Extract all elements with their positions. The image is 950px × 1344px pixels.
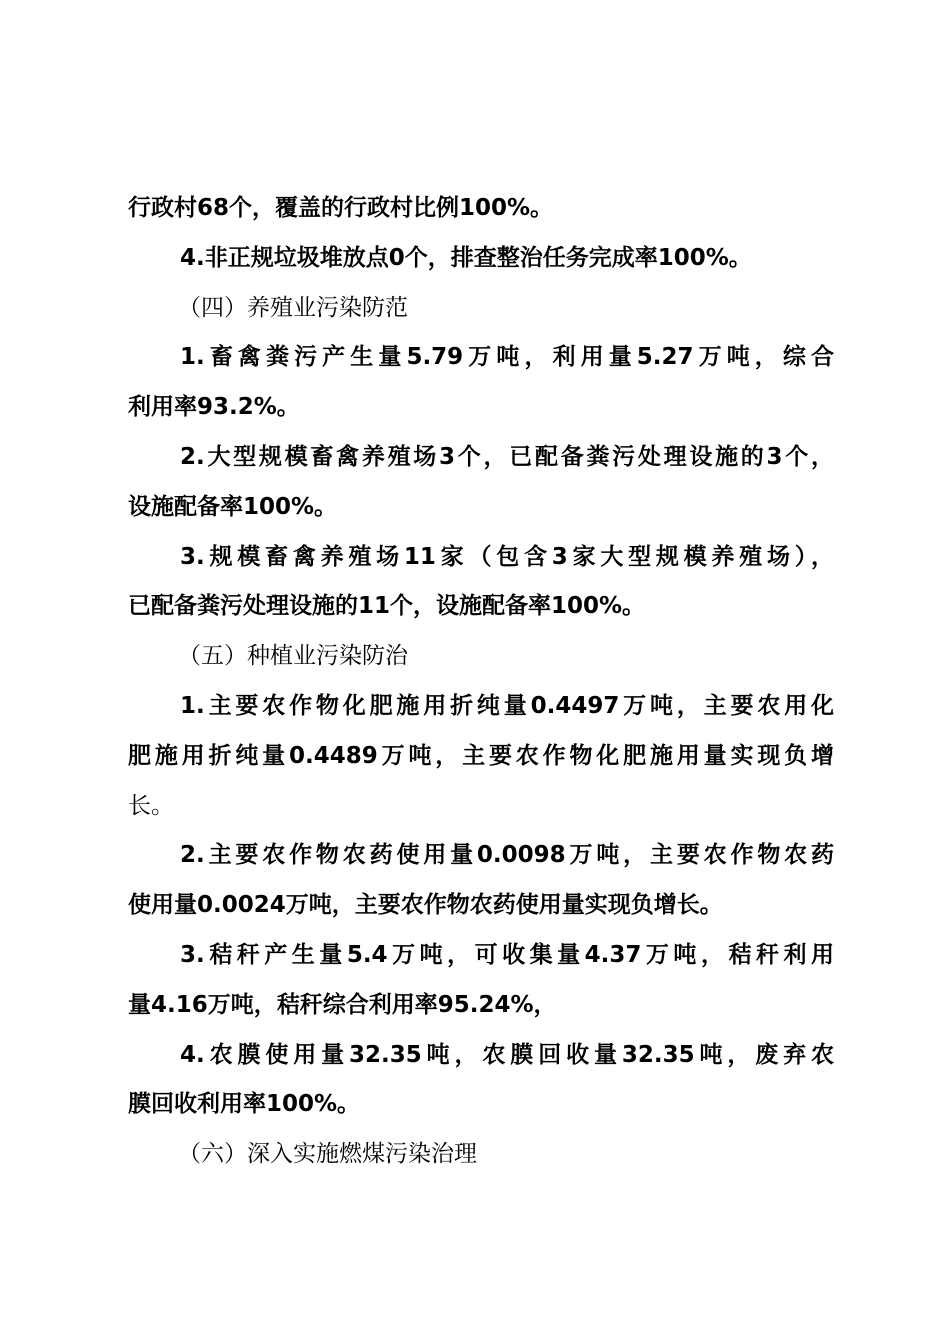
item-manure-production-cont: 利用率93.2%。 bbox=[128, 394, 300, 421]
item-agri-film-cont: 膜回收利用率100%。 bbox=[128, 1091, 361, 1118]
paragraph-line-continuation: 行政村68个，覆盖的行政村比例100%。 bbox=[128, 195, 554, 221]
item-straw: 3.秸秆产生量5.4万吨，可收集量4.37万吨，秸秆利用 bbox=[180, 941, 834, 968]
item-manure-production: 1.畜禽粪污产生量5.79万吨，利用量5.27万吨，综合 bbox=[180, 344, 834, 371]
document-body bbox=[128, 184, 834, 1180]
item-fertilizer-cont: 肥施用折纯量0.4489万吨，主要农作物化肥施用量实现负增 bbox=[128, 742, 834, 769]
item-scale-farms: 3.规模畜禽养殖场11家（包含3家大型规模养殖场）， bbox=[180, 543, 834, 570]
item-pesticide-cont: 使用量0.0024万吨，主要农作物农药使用量实现负增长。 bbox=[128, 892, 723, 919]
item-large-farms: 2.大型规模畜禽养殖场3个，已配备粪污处理设施的3个， bbox=[180, 443, 834, 470]
item-fertilizer: 1.主要农作物化肥施用折纯量0.4497万吨，主要农用化 bbox=[180, 692, 834, 719]
section-heading-coal: （六）深入实施燃煤污染治理 bbox=[178, 1141, 477, 1168]
item-large-farms-cont: 设施配备率100%。 bbox=[128, 493, 338, 520]
item-scale-farms-cont: 已配备粪污处理设施的11个，设施配备率100%。 bbox=[128, 593, 646, 620]
item-fertilizer-end: 长。 bbox=[128, 792, 174, 819]
item-agri-film: 4.农膜使用量32.35吨，农膜回收量32.35吨，废弃农 bbox=[180, 1041, 834, 1068]
section-heading-planting: （五）种植业污染防治 bbox=[178, 643, 408, 670]
item-straw-cont: 量4.16万吨，秸秆综合利用率95.24%， bbox=[128, 991, 557, 1018]
item-informal-dumpsites: 4.非正规垃圾堆放点0个，排查整治任务完成率100%。 bbox=[180, 244, 752, 271]
section-heading-livestock: （四）养殖业污染防范 bbox=[178, 294, 408, 321]
item-pesticide: 2.主要农作物农药使用量0.0098万吨，主要农作物农药 bbox=[180, 842, 834, 869]
